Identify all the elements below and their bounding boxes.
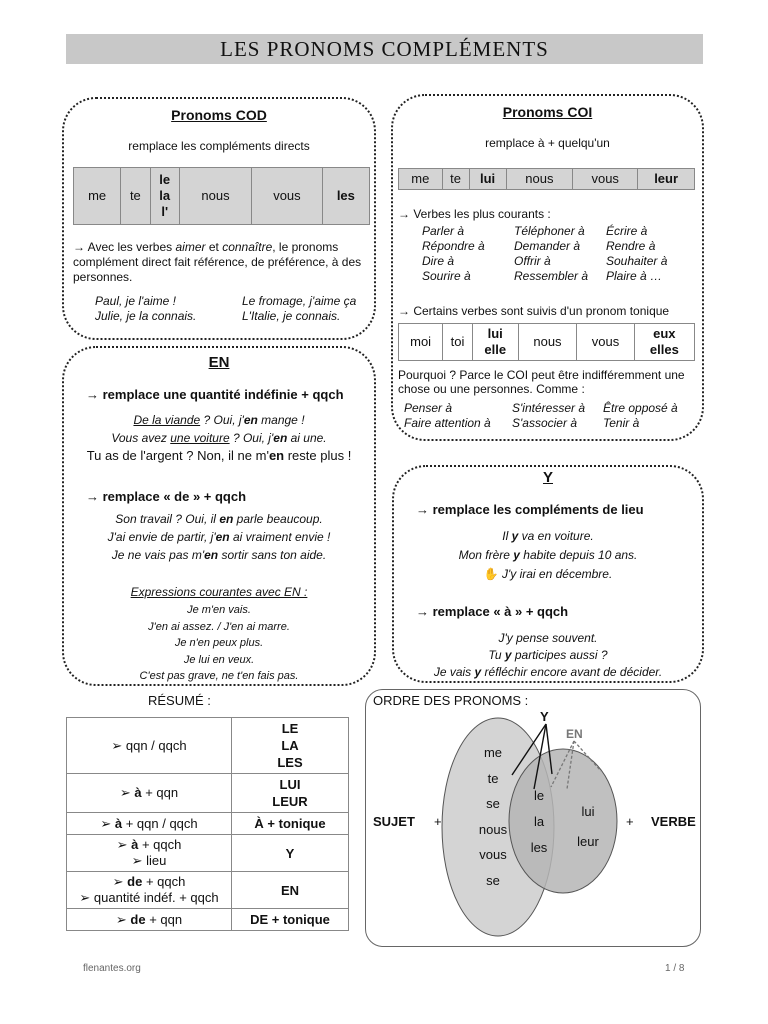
- coi-verbs-grid: [422, 224, 698, 284]
- coi-verbs-heading: → Verbes les plus courants :: [398, 207, 551, 221]
- cod-heading: Pronoms COD: [171, 107, 267, 123]
- resume-row: [67, 774, 349, 813]
- cod-box: [62, 97, 376, 340]
- ordre-left-word: vous: [479, 847, 507, 862]
- ordre-left-word: se: [486, 796, 500, 811]
- coi-subtitle: remplace à + quelqu'un: [485, 136, 610, 150]
- ordre-right-words: [568, 797, 608, 857]
- en-expressions: [64, 602, 374, 685]
- y-heading: Y: [542, 469, 553, 486]
- coi-why-verb-item: Faire attention à: [404, 416, 491, 430]
- resume-left-item: ➢ de + qqn: [115, 911, 183, 927]
- y-examples-1: Il y va en voiture. Mon frère y habite depuis 10 ans. ✋ J'y irai en décembre.: [458, 529, 638, 581]
- coi-tonic-table: [398, 323, 695, 361]
- tonic-pronoun-cell: toi: [443, 324, 473, 361]
- coi-why-grid: [404, 401, 703, 431]
- coi-pronoun-cell: me: [399, 169, 443, 190]
- resume-left-cell: [67, 774, 232, 813]
- resume-table: [66, 717, 349, 931]
- resume-left-item: ➢ de + qqch: [112, 874, 186, 889]
- resume-value-cell: LE LA LES: [232, 718, 349, 774]
- y-examples-2: J'y pense souvent. Tu y participes aussi ? Je vais y réfléchir encore avant de décider.: [433, 631, 663, 679]
- en-heading: EN: [208, 354, 230, 371]
- ordre-left-word: me: [483, 745, 503, 760]
- y-rule-2: → remplace « à » + qqch: [416, 604, 569, 619]
- coi-pronoun-cell: vous: [573, 169, 638, 190]
- coi-why-verb-item: Être opposé à: [603, 401, 678, 415]
- footer-site: flenantes.org: [83, 963, 141, 974]
- title-bar: [66, 34, 703, 64]
- en-expression-item: C'est pas grave, ne t'en fais pas.: [139, 670, 299, 682]
- ordre-right-word: leur: [577, 834, 599, 849]
- en-examples-1: De la viande ? Oui, j'en mange ! Vous avez une voiture ? Oui, j'en ai une. Tu as de l'argent ? Non, il ne m'en reste plus !: [86, 413, 352, 463]
- coi-heading: Pronoms COI: [502, 104, 593, 120]
- cod-pronoun-cell: les: [322, 168, 369, 225]
- coi-why-verb-item: Penser à: [404, 401, 453, 415]
- plus-sign: +: [434, 814, 442, 829]
- coi-why-verb-item: S'associer à: [512, 416, 577, 430]
- tonic-pronoun-cell: nous: [518, 324, 577, 361]
- hand-icon: ✋: [483, 567, 499, 581]
- en-expression-item: Je lui en veux.: [183, 653, 255, 666]
- coi-verb-item: Demander à: [514, 239, 581, 253]
- ordre-heading: ORDRE DES PRONOMS :: [373, 693, 529, 708]
- coi-verb-item: Parler à: [422, 224, 465, 238]
- ordre-mid-words: [524, 783, 554, 861]
- tonic-pronoun-cell: vous: [577, 324, 634, 361]
- tonic-pronoun-cell: eux elles: [634, 324, 694, 361]
- resume-left-item: ➢ qqn / qqch: [111, 737, 187, 753]
- en-expression-item: Je m'en vais.: [187, 604, 251, 616]
- en-rule-2: → remplace « de » + qqch: [86, 489, 247, 504]
- resume-row: [67, 718, 349, 774]
- verbe-label: VERBE: [651, 814, 696, 829]
- cod-examples-left: Paul, je l'aime ! Julie, je la connais.: [95, 294, 197, 323]
- resume-row: [67, 813, 349, 835]
- coi-verb-item: Souhaiter à: [606, 254, 668, 268]
- footer-page: 1 / 8: [665, 963, 685, 974]
- ordre-mid-word: les: [530, 840, 548, 855]
- coi-why-text: Pourquoi ? Parce le COI peut être indifféremment une chose ou une personnes. Comme :: [398, 368, 685, 396]
- resume-heading: RÉSUMÉ :: [148, 693, 211, 708]
- ordre-left-word: se: [486, 872, 500, 888]
- cod-pronoun-cell: le la l': [150, 168, 179, 225]
- resume-left-item: ➢ lieu: [131, 853, 167, 868]
- en-box: [62, 346, 376, 686]
- coi-verb-item: Sourire à: [422, 269, 471, 283]
- ordre-left-word: nous: [478, 821, 508, 837]
- resume-left-cell: [67, 835, 232, 872]
- ordre-right-word: lui: [581, 804, 595, 819]
- coi-pronoun-cell: leur: [638, 169, 695, 190]
- en-rule-1: → remplace une quantité indéfinie + qqch: [86, 387, 344, 402]
- cod-note: → Avec les verbes aimer et connaître, le pronoms complément direct fait référence, de préférence, à des personnes.: [73, 240, 362, 284]
- cod-pronoun-cell: nous: [179, 168, 251, 225]
- coi-verb-item: Offrir à: [514, 254, 551, 268]
- en-pronoun-label: EN: [566, 727, 583, 741]
- coi-verb-item: Téléphoner à: [514, 224, 585, 238]
- cod-subtitle: remplace les compléments directs: [128, 139, 310, 153]
- resume-left-item: ➢ quantité indéf. + qqch: [79, 890, 219, 905]
- tonic-pronoun-cell: lui elle: [472, 324, 518, 361]
- resume-left-cell: [67, 909, 232, 931]
- coi-pronoun-cell: lui: [469, 169, 506, 190]
- resume-left-item: ➢ à + qqn: [119, 785, 179, 800]
- page-title: LES PRONOMS COMPLÉMENTS: [220, 37, 549, 61]
- ordre-mid-word: le: [533, 788, 545, 803]
- resume-row: [67, 835, 349, 872]
- y-rule-1: → remplace les compléments de lieu: [416, 502, 644, 517]
- tonic-pronoun-cell: moi: [399, 324, 443, 361]
- coi-why-verb-item: S'intéresser à: [512, 401, 585, 415]
- coi-pronoun-cell: nous: [506, 169, 573, 190]
- resume-value-cell: À + tonique: [232, 813, 349, 835]
- ordre-left-words: [470, 740, 516, 893]
- cod-pronoun-cell: vous: [252, 168, 323, 225]
- resume-left-item: ➢ à + qqn / qqch: [100, 815, 198, 831]
- coi-tonic-heading: → Certains verbes sont suivis d'un pronom tonique: [398, 304, 670, 318]
- coi-verb-item: Ressembler à: [514, 269, 589, 283]
- coi-verb-item: Répondre à: [422, 239, 485, 253]
- cod-pronoun-cell: me: [74, 168, 121, 225]
- plus-sign: +: [626, 814, 634, 829]
- resume-left-cell: [67, 718, 232, 774]
- cod-examples-right: Le fromage, j'aime ça L'Italie, je connais.: [242, 294, 357, 323]
- resume-value-cell: Y: [232, 835, 349, 872]
- ordre-left-word: te: [487, 770, 499, 786]
- resume-value-cell: EN: [232, 872, 349, 909]
- coi-pronoun-cell: te: [442, 169, 469, 190]
- en-expressions-heading: Expressions courantes avec EN :: [130, 585, 308, 599]
- y-box: [392, 465, 704, 683]
- y-pronoun-label: Y: [540, 709, 549, 724]
- coi-verb-item: Écrire à: [606, 224, 648, 238]
- en-expression-item: Je n'en peux plus.: [174, 637, 264, 649]
- coi-pronoun-table: [398, 168, 695, 190]
- coi-why-verb-item: Tenir à: [603, 416, 640, 430]
- resume-row: [67, 872, 349, 909]
- en-expression-item: J'en ai assez. / J'en ai marre.: [148, 620, 290, 633]
- coi-verb-item: Rendre à: [606, 239, 656, 253]
- resume-left-item: ➢ à + qqch: [116, 837, 182, 852]
- cod-pronoun-cell: te: [121, 168, 150, 225]
- sujet-label: SUJET: [373, 814, 415, 829]
- resume-row: [67, 909, 349, 931]
- resume-value-cell: LUI LEUR: [232, 774, 349, 813]
- coi-verb-item: Plaire à …: [606, 269, 663, 283]
- resume-value-cell: DE + tonique: [232, 909, 349, 931]
- resume-left-cell: [67, 872, 232, 909]
- coi-box: [391, 94, 704, 441]
- coi-verb-item: Dire à: [422, 254, 455, 268]
- cod-pronoun-table: [73, 167, 370, 225]
- ordre-mid-word: la: [533, 814, 545, 829]
- resume-left-cell: [67, 813, 232, 835]
- en-examples-2: Son travail ? Oui, il en parle beaucoup. J'ai envie de partir, j'en ai vraiment envie ! Je ne vais pas m'en sortir sans ton aide.: [107, 512, 331, 562]
